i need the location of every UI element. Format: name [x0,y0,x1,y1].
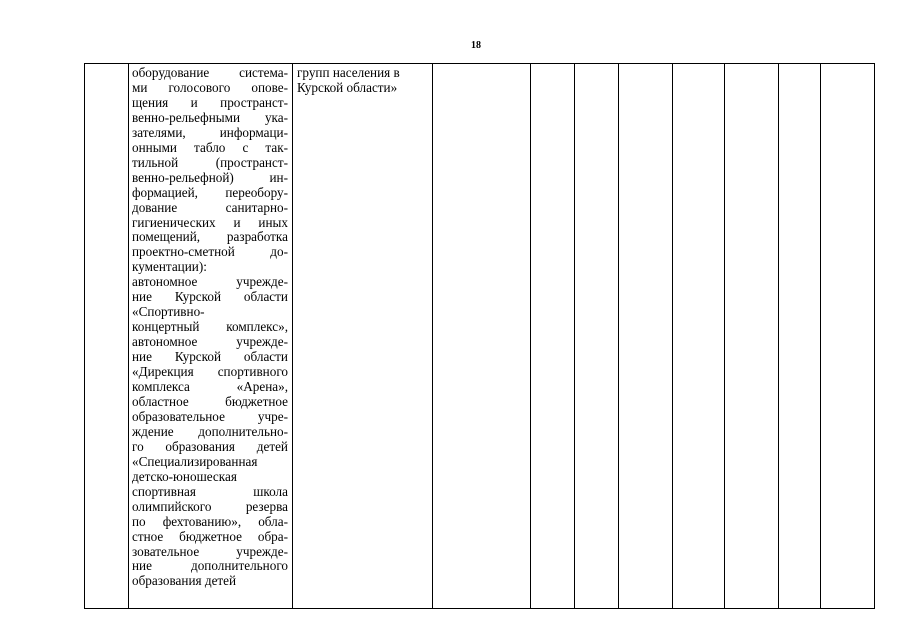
text-line: венно-рельефной) ин- [132,169,288,185]
table-cell-col6 [575,64,619,609]
text-line: ждение дополнительно- [132,423,288,439]
text-line: ние дополнительного [132,558,288,574]
text-line: образовательное учре- [132,408,288,424]
text-line: олимпийского резерва [132,498,288,514]
text-line: ние Курской области [132,289,288,305]
text-line: ние Курской области [132,349,288,365]
text-line: щения и пространст- [132,94,288,110]
table-cell-col8 [673,64,725,609]
program-name-fragment [293,64,432,96]
text-line: «Дирекция спортивного [132,364,288,380]
text-line: Курской области» [297,79,398,95]
text-line: комплекса «Арена», [132,379,288,395]
table-cell-col10 [779,64,821,609]
text-line: ми голосового опове- [132,79,288,95]
text-line: областное бюджетное [132,393,288,409]
text-line: групп населения в [297,65,400,80]
text-line: дование санитарно- [132,199,288,215]
text-line: помещений, разработка [132,229,288,245]
text-line: оборудование система- [132,65,288,80]
table-cell-col5 [531,64,575,609]
table-cell-col9 [725,64,779,609]
text-line: венно-рельефными ука- [132,109,288,125]
table-cell-col7 [619,64,673,609]
text-line: «Спортивно- [132,304,205,320]
text-line: образования детей [132,573,237,589]
text-line: зовательное учрежде- [132,543,288,559]
text-line: тильной (пространст- [132,154,288,170]
text-line: го образования детей [132,438,288,454]
text-line: формацией, переобору- [132,184,288,200]
text-line: гигиенических и иных [132,214,288,230]
text-line: концертный комплекс», [132,319,288,335]
document-table [84,63,875,609]
table-cell-col2 [129,64,293,609]
text-line: автономное учрежде- [132,274,288,290]
table-cell-col11 [821,64,875,609]
text-line: по фехтованию», обла- [132,513,288,529]
text-line: автономное учрежде- [132,334,288,350]
measure-description [129,64,292,589]
text-line: зателями, информаци- [132,124,288,140]
table-cell-col3 [293,64,433,609]
table-row [85,64,875,609]
table-cell-col1 [85,64,129,609]
table-cell-col4 [433,64,531,609]
page-number: 18 [471,40,481,51]
text-line: стное бюджетное обра- [132,528,288,544]
text-line: детско-юношеская [132,468,237,484]
text-line: «Специализированная [132,453,258,469]
text-line: спортивная школа [132,483,288,499]
text-line: проектно-сметной до- [132,244,288,260]
text-line: кументации): [132,259,207,275]
text-line: онными табло с так- [132,139,288,155]
